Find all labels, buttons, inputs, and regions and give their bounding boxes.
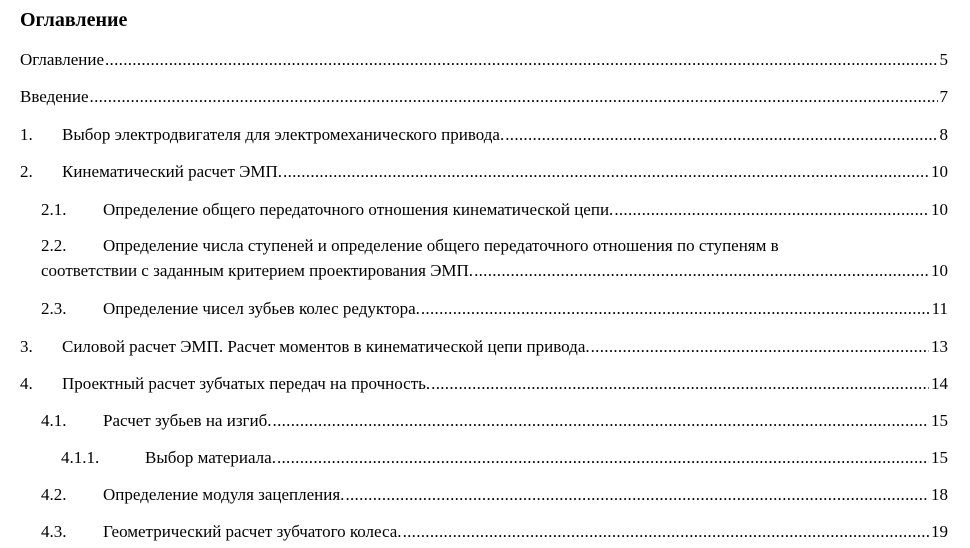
toc-entry-number: 3.	[20, 337, 33, 356]
toc-entry-page: 8	[939, 125, 948, 144]
toc-entry-text: Определение общего передаточного отношения кинематической цепи.	[103, 200, 614, 219]
toc-entry[interactable]	[20, 49, 948, 71]
toc-entry-text-continued: соответствии с заданным критерием проектирования ЭМП.	[41, 261, 474, 280]
toc-entry[interactable]	[20, 86, 948, 108]
toc-entry-number: 4.1.	[41, 411, 67, 430]
toc-entry[interactable]	[20, 161, 948, 183]
toc-leader-dots	[431, 373, 929, 395]
toc-leader-dots	[273, 410, 929, 432]
toc-entry-text: Определение модуля зацепления.	[103, 485, 345, 504]
toc-entry-number: 1.	[20, 125, 33, 144]
toc-entry[interactable]	[61, 447, 948, 469]
toc-entry[interactable]	[41, 484, 948, 506]
toc-leader-dots	[421, 298, 930, 320]
toc-entry[interactable]	[41, 298, 948, 320]
toc-entry-page: 7	[939, 87, 948, 106]
toc-entry-page: 5	[939, 50, 948, 69]
toc-leader-dots	[283, 161, 929, 183]
toc-entry-text: Проектный расчет зубчатых передач на прочность.	[62, 374, 431, 393]
toc-title: Оглавление	[20, 9, 128, 31]
toc-leader-dots	[403, 521, 929, 543]
toc-entry-page: 15	[931, 448, 948, 467]
toc-entry-text: Оглавление	[20, 50, 104, 69]
toc-entry-text: Силовой расчет ЭМП. Расчет моментов в кинематической цепи привода.	[62, 337, 590, 356]
toc-leader-dots	[591, 336, 929, 358]
toc-entry[interactable]	[41, 199, 948, 221]
toc-leader-dots	[345, 484, 929, 506]
toc-leader-dots	[614, 199, 929, 221]
toc-leader-dots	[474, 258, 929, 283]
toc-entry-number: 4.3.	[41, 522, 67, 541]
toc-entry-text: Кинематический расчет ЭМП.	[62, 162, 283, 181]
toc-entry[interactable]	[20, 124, 948, 146]
toc-entry-number: 2.2.	[41, 236, 67, 255]
toc-leader-dots	[90, 86, 938, 108]
toc-entry-page: 11	[931, 299, 948, 318]
toc-entry-page: 13	[931, 337, 948, 356]
toc-entry-text: Выбор электродвигателя для электромеханического привода.	[62, 125, 505, 144]
toc-leader-dots	[505, 124, 937, 146]
toc-entry[interactable]	[41, 521, 948, 543]
toc-entry-page: 14	[931, 374, 948, 393]
toc-entry-number: 4.	[20, 374, 33, 393]
toc-leader-dots	[277, 447, 929, 469]
toc-entry-text: Введение	[20, 87, 89, 106]
toc-entry-text: Определение числа ступеней и определение общего передаточного отношения по ступеням в	[103, 236, 779, 255]
toc-entry[interactable]	[20, 373, 948, 395]
toc-entry-page: 10	[931, 200, 948, 219]
toc-entry-text: Определение чисел зубьев колес редуктора.	[103, 299, 420, 318]
toc-entry-page: 10	[931, 261, 948, 280]
toc-entry-page: 19	[931, 522, 948, 541]
toc-entry-number: 4.2.	[41, 485, 67, 504]
toc-entry-text: Геометрический расчет зубчатого колеса.	[103, 522, 402, 541]
toc-entry-number: 2.1.	[41, 200, 67, 219]
toc-entry-text: Расчет зубьев на изгиб.	[103, 411, 272, 430]
toc-entry-page: 18	[931, 485, 948, 504]
toc-leader-dots	[105, 49, 938, 71]
toc-entry[interactable]	[41, 410, 948, 432]
toc-entry-text: Выбор материала.	[145, 448, 276, 467]
toc-entry-page: 15	[931, 411, 948, 430]
toc-entry-number: 4.1.1.	[61, 448, 100, 467]
toc-entry-number: 2.3.	[41, 299, 67, 318]
toc-entry[interactable]	[20, 336, 948, 358]
toc-entry-number: 2.	[20, 162, 33, 181]
toc-entry-page: 10	[931, 162, 948, 181]
toc-entry[interactable]	[41, 233, 948, 283]
